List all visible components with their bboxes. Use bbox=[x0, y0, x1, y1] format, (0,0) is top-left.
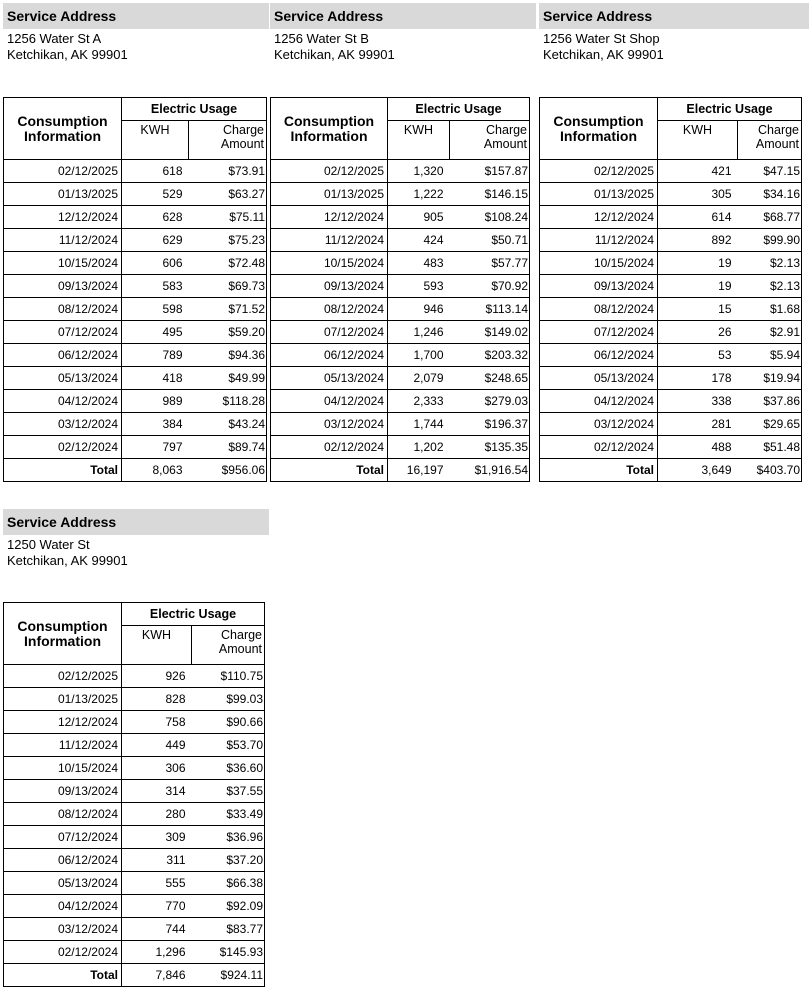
kwh-value: 314 bbox=[122, 780, 192, 803]
table-row bbox=[271, 321, 530, 344]
reading-date: 10/15/2024 bbox=[540, 252, 658, 275]
table-row bbox=[4, 160, 267, 183]
kwh-value: 421 bbox=[658, 160, 738, 183]
kwh-value: 828 bbox=[122, 688, 192, 711]
table-row bbox=[4, 734, 265, 757]
kwh-value: 311 bbox=[122, 849, 192, 872]
service-address bbox=[539, 31, 809, 63]
table-row bbox=[271, 344, 530, 367]
charge-amount-value: $5.94 bbox=[738, 344, 802, 367]
total-kwh: 8,063 bbox=[122, 459, 189, 482]
charge-amount-value: $49.99 bbox=[189, 367, 267, 390]
table-row bbox=[271, 390, 530, 413]
service-address-header: Service Address bbox=[539, 3, 809, 29]
kwh-value: 305 bbox=[658, 183, 738, 206]
reading-date: 05/13/2024 bbox=[4, 367, 122, 390]
charge-amount-value: $63.27 bbox=[189, 183, 267, 206]
charge-amount-value: $37.20 bbox=[192, 849, 265, 872]
charge-amount-value: $99.03 bbox=[192, 688, 265, 711]
table-row bbox=[4, 252, 267, 275]
table-row bbox=[540, 298, 802, 321]
table-row bbox=[4, 183, 267, 206]
charge-amount-header: Charge Amount bbox=[738, 121, 802, 160]
address-line-1: 1256 Water St B bbox=[274, 31, 369, 46]
charge-amount-value: $113.14 bbox=[450, 298, 530, 321]
kwh-value: 758 bbox=[122, 711, 192, 734]
kwh-value: 583 bbox=[122, 275, 189, 298]
table-row bbox=[540, 436, 802, 459]
reading-date: 09/13/2024 bbox=[540, 275, 658, 298]
service-address bbox=[3, 537, 269, 569]
service-account-block bbox=[3, 509, 269, 982]
charge-amount-value: $2.91 bbox=[738, 321, 802, 344]
service-address bbox=[3, 31, 269, 63]
table-row bbox=[271, 436, 530, 459]
reading-date: 02/12/2024 bbox=[4, 436, 122, 459]
charge-amount-header: Charge Amount bbox=[192, 626, 265, 665]
reading-date: 11/12/2024 bbox=[4, 229, 122, 252]
charge-amount-value: $75.11 bbox=[189, 206, 267, 229]
total-amount: $403.70 bbox=[738, 459, 802, 482]
reading-date: 12/12/2024 bbox=[4, 711, 122, 734]
reading-date: 12/12/2024 bbox=[4, 206, 122, 229]
table-row bbox=[4, 413, 267, 436]
total-label: Total bbox=[271, 459, 388, 482]
reading-date: 11/12/2024 bbox=[540, 229, 658, 252]
kwh-value: 483 bbox=[388, 252, 450, 275]
table-row bbox=[4, 206, 267, 229]
reading-date: 07/12/2024 bbox=[4, 321, 122, 344]
reading-date: 02/12/2024 bbox=[271, 436, 388, 459]
kwh-value: 338 bbox=[658, 390, 738, 413]
charge-amount-value: $108.24 bbox=[450, 206, 530, 229]
charge-amount-value: $33.49 bbox=[192, 803, 265, 826]
kwh-value: 280 bbox=[122, 803, 192, 826]
table-row bbox=[4, 711, 265, 734]
kwh-value: 789 bbox=[122, 344, 189, 367]
charge-amount-value: $72.48 bbox=[189, 252, 267, 275]
kwh-value: 1,744 bbox=[388, 413, 450, 436]
reading-date: 10/15/2024 bbox=[4, 252, 122, 275]
reading-date: 05/13/2024 bbox=[4, 872, 122, 895]
charge-amount-value: $145.93 bbox=[192, 941, 265, 964]
kwh-value: 989 bbox=[122, 390, 189, 413]
address-line-2: Ketchikan, AK 99901 bbox=[543, 47, 664, 62]
charge-amount-value: $43.24 bbox=[189, 413, 267, 436]
kwh-value: 797 bbox=[122, 436, 189, 459]
consumption-table bbox=[539, 97, 802, 482]
consumption-information-header: Consumption Information bbox=[271, 98, 388, 160]
table-row bbox=[540, 344, 802, 367]
charge-amount-value: $2.13 bbox=[738, 275, 802, 298]
total-row bbox=[271, 459, 530, 482]
service-account-block bbox=[539, 3, 809, 477]
kwh-value: 770 bbox=[122, 895, 192, 918]
electric-usage-header: Electric Usage bbox=[122, 603, 265, 626]
total-row bbox=[540, 459, 802, 482]
reading-date: 08/12/2024 bbox=[271, 298, 388, 321]
reading-date: 02/12/2024 bbox=[540, 436, 658, 459]
charge-amount-value: $248.65 bbox=[450, 367, 530, 390]
charge-amount-value: $99.90 bbox=[738, 229, 802, 252]
reading-date: 03/12/2024 bbox=[540, 413, 658, 436]
kwh-value: 19 bbox=[658, 275, 738, 298]
charge-amount-value: $50.71 bbox=[450, 229, 530, 252]
reading-date: 06/12/2024 bbox=[4, 344, 122, 367]
kwh-value: 1,320 bbox=[388, 160, 450, 183]
charge-amount-value: $110.75 bbox=[192, 665, 265, 688]
total-label: Total bbox=[4, 459, 122, 482]
table-row bbox=[540, 275, 802, 298]
reading-date: 08/12/2024 bbox=[540, 298, 658, 321]
kwh-value: 628 bbox=[122, 206, 189, 229]
table-row bbox=[271, 183, 530, 206]
table-row bbox=[4, 895, 265, 918]
table-row bbox=[4, 321, 267, 344]
kwh-value: 53 bbox=[658, 344, 738, 367]
charge-amount-value: $34.16 bbox=[738, 183, 802, 206]
kwh-value: 1,700 bbox=[388, 344, 450, 367]
charge-amount-value: $92.09 bbox=[192, 895, 265, 918]
charge-amount-value: $149.02 bbox=[450, 321, 530, 344]
kwh-value: 618 bbox=[122, 160, 189, 183]
reading-date: 04/12/2024 bbox=[540, 390, 658, 413]
charge-amount-value: $37.86 bbox=[738, 390, 802, 413]
table-row bbox=[540, 206, 802, 229]
electric-usage-header: Electric Usage bbox=[388, 98, 530, 121]
reading-date: 06/12/2024 bbox=[4, 849, 122, 872]
service-account-block bbox=[270, 3, 536, 477]
reading-date: 07/12/2024 bbox=[540, 321, 658, 344]
reading-date: 05/13/2024 bbox=[540, 367, 658, 390]
total-amount: $1,916.54 bbox=[450, 459, 530, 482]
consumption-table bbox=[3, 97, 267, 482]
charge-amount-value: $51.48 bbox=[738, 436, 802, 459]
reading-date: 07/12/2024 bbox=[271, 321, 388, 344]
table-row bbox=[4, 872, 265, 895]
kwh-value: 598 bbox=[122, 298, 189, 321]
address-line-1: 1250 Water St bbox=[7, 537, 90, 552]
total-label: Total bbox=[540, 459, 658, 482]
table-row bbox=[540, 183, 802, 206]
reading-date: 01/13/2025 bbox=[271, 183, 388, 206]
charge-amount-value: $157.87 bbox=[450, 160, 530, 183]
reading-date: 10/15/2024 bbox=[271, 252, 388, 275]
table-row bbox=[271, 298, 530, 321]
table-row bbox=[4, 298, 267, 321]
table-row bbox=[271, 275, 530, 298]
kwh-value: 418 bbox=[122, 367, 189, 390]
reading-date: 03/12/2024 bbox=[4, 918, 122, 941]
table-row bbox=[540, 390, 802, 413]
kwh-value: 529 bbox=[122, 183, 189, 206]
charge-amount-value: $75.23 bbox=[189, 229, 267, 252]
kwh-value: 1,246 bbox=[388, 321, 450, 344]
charge-amount-value: $47.15 bbox=[738, 160, 802, 183]
table-row bbox=[540, 413, 802, 436]
table-row bbox=[4, 436, 267, 459]
kwh-value: 26 bbox=[658, 321, 738, 344]
consumption-information-header: Consumption Information bbox=[4, 98, 122, 160]
table-row bbox=[4, 367, 267, 390]
charge-amount-value: $70.92 bbox=[450, 275, 530, 298]
reading-date: 09/13/2024 bbox=[4, 780, 122, 803]
kwh-value: 1,202 bbox=[388, 436, 450, 459]
table-row bbox=[4, 275, 267, 298]
reading-date: 01/13/2025 bbox=[540, 183, 658, 206]
table-row bbox=[540, 367, 802, 390]
kwh-value: 309 bbox=[122, 826, 192, 849]
charge-amount-value: $29.65 bbox=[738, 413, 802, 436]
reading-date: 02/12/2025 bbox=[271, 160, 388, 183]
address-line-2: Ketchikan, AK 99901 bbox=[274, 47, 395, 62]
charge-amount-value: $69.73 bbox=[189, 275, 267, 298]
table-row bbox=[540, 160, 802, 183]
charge-amount-value: $203.32 bbox=[450, 344, 530, 367]
address-line-2: Ketchikan, AK 99901 bbox=[7, 553, 128, 568]
consumption-information-header: Consumption Information bbox=[540, 98, 658, 160]
kwh-value: 744 bbox=[122, 918, 192, 941]
kwh-value: 926 bbox=[122, 665, 192, 688]
charge-amount-value: $90.66 bbox=[192, 711, 265, 734]
table-row bbox=[4, 780, 265, 803]
kwh-value: 606 bbox=[122, 252, 189, 275]
consumption-information-header: Consumption Information bbox=[4, 603, 122, 665]
kwh-header: KWH bbox=[122, 626, 192, 665]
table-row bbox=[4, 757, 265, 780]
table-row bbox=[4, 390, 267, 413]
reading-date: 01/13/2025 bbox=[4, 688, 122, 711]
kwh-value: 384 bbox=[122, 413, 189, 436]
kwh-value: 593 bbox=[388, 275, 450, 298]
table-row bbox=[271, 252, 530, 275]
service-address bbox=[270, 31, 536, 63]
reading-date: 02/12/2025 bbox=[4, 160, 122, 183]
charge-amount-value: $196.37 bbox=[450, 413, 530, 436]
reading-date: 08/12/2024 bbox=[4, 803, 122, 826]
charge-amount-value: $73.91 bbox=[189, 160, 267, 183]
total-kwh: 3,649 bbox=[658, 459, 738, 482]
kwh-value: 2,079 bbox=[388, 367, 450, 390]
kwh-value: 178 bbox=[658, 367, 738, 390]
address-line-2: Ketchikan, AK 99901 bbox=[7, 47, 128, 62]
table-row bbox=[540, 321, 802, 344]
charge-amount-value: $2.13 bbox=[738, 252, 802, 275]
charge-amount-value: $36.96 bbox=[192, 826, 265, 849]
charge-amount-value: $1.68 bbox=[738, 298, 802, 321]
reading-date: 06/12/2024 bbox=[540, 344, 658, 367]
kwh-value: 892 bbox=[658, 229, 738, 252]
table-row bbox=[271, 413, 530, 436]
address-line-1: 1256 Water St A bbox=[7, 31, 102, 46]
charge-amount-value: $53.70 bbox=[192, 734, 265, 757]
charge-amount-value: $71.52 bbox=[189, 298, 267, 321]
reading-date: 02/12/2025 bbox=[540, 160, 658, 183]
charge-amount-header: Charge Amount bbox=[450, 121, 530, 160]
charge-amount-value: $36.60 bbox=[192, 757, 265, 780]
service-address-header: Service Address bbox=[270, 3, 536, 29]
electric-usage-header: Electric Usage bbox=[122, 98, 267, 121]
charge-amount-value: $118.28 bbox=[189, 390, 267, 413]
kwh-value: 495 bbox=[122, 321, 189, 344]
table-row bbox=[4, 229, 267, 252]
table-row bbox=[271, 160, 530, 183]
charge-amount-value: $94.36 bbox=[189, 344, 267, 367]
kwh-value: 2,333 bbox=[388, 390, 450, 413]
kwh-value: 306 bbox=[122, 757, 192, 780]
address-line-1: 1256 Water St Shop bbox=[543, 31, 660, 46]
service-account-block bbox=[3, 3, 269, 477]
total-kwh: 7,846 bbox=[122, 964, 192, 987]
consumption-table bbox=[270, 97, 530, 482]
charge-amount-value: $83.77 bbox=[192, 918, 265, 941]
kwh-value: 614 bbox=[658, 206, 738, 229]
kwh-value: 555 bbox=[122, 872, 192, 895]
table-row bbox=[271, 367, 530, 390]
reading-date: 08/12/2024 bbox=[4, 298, 122, 321]
reading-date: 12/12/2024 bbox=[540, 206, 658, 229]
charge-amount-value: $66.38 bbox=[192, 872, 265, 895]
charge-amount-value: $59.20 bbox=[189, 321, 267, 344]
reading-date: 03/12/2024 bbox=[271, 413, 388, 436]
reading-date: 04/12/2024 bbox=[4, 895, 122, 918]
charge-amount-value: $57.77 bbox=[450, 252, 530, 275]
kwh-value: 946 bbox=[388, 298, 450, 321]
kwh-header: KWH bbox=[388, 121, 450, 160]
reading-date: 07/12/2024 bbox=[4, 826, 122, 849]
kwh-value: 15 bbox=[658, 298, 738, 321]
reading-date: 05/13/2024 bbox=[271, 367, 388, 390]
kwh-value: 281 bbox=[658, 413, 738, 436]
charge-amount-header: Charge Amount bbox=[189, 121, 267, 160]
reading-date: 12/12/2024 bbox=[271, 206, 388, 229]
table-row bbox=[4, 803, 265, 826]
reading-date: 06/12/2024 bbox=[271, 344, 388, 367]
table-row bbox=[4, 665, 265, 688]
kwh-value: 19 bbox=[658, 252, 738, 275]
kwh-value: 488 bbox=[658, 436, 738, 459]
charge-amount-value: $37.55 bbox=[192, 780, 265, 803]
reading-date: 03/12/2024 bbox=[4, 413, 122, 436]
charge-amount-value: $89.74 bbox=[189, 436, 267, 459]
table-row bbox=[271, 229, 530, 252]
table-row bbox=[540, 229, 802, 252]
kwh-value: 905 bbox=[388, 206, 450, 229]
total-kwh: 16,197 bbox=[388, 459, 450, 482]
charge-amount-value: $146.15 bbox=[450, 183, 530, 206]
charge-amount-value: $68.77 bbox=[738, 206, 802, 229]
table-row bbox=[4, 688, 265, 711]
reading-date: 04/12/2024 bbox=[4, 390, 122, 413]
table-row bbox=[4, 344, 267, 367]
consumption-table bbox=[3, 602, 265, 987]
reading-date: 02/12/2024 bbox=[4, 941, 122, 964]
electric-usage-header: Electric Usage bbox=[658, 98, 802, 121]
reading-date: 10/15/2024 bbox=[4, 757, 122, 780]
kwh-value: 1,296 bbox=[122, 941, 192, 964]
total-row bbox=[4, 459, 267, 482]
reading-date: 09/13/2024 bbox=[271, 275, 388, 298]
table-row bbox=[4, 826, 265, 849]
table-row bbox=[540, 252, 802, 275]
total-amount: $956.06 bbox=[189, 459, 267, 482]
charge-amount-value: $135.35 bbox=[450, 436, 530, 459]
kwh-value: 449 bbox=[122, 734, 192, 757]
table-row bbox=[4, 918, 265, 941]
table-row bbox=[4, 849, 265, 872]
total-label: Total bbox=[4, 964, 122, 987]
reading-date: 02/12/2025 bbox=[4, 665, 122, 688]
charge-amount-value: $19.94 bbox=[738, 367, 802, 390]
reading-date: 09/13/2024 bbox=[4, 275, 122, 298]
table-row bbox=[4, 941, 265, 964]
reading-date: 11/12/2024 bbox=[271, 229, 388, 252]
service-address-header: Service Address bbox=[3, 509, 269, 535]
total-row bbox=[4, 964, 265, 987]
charge-amount-value: $279.03 bbox=[450, 390, 530, 413]
kwh-value: 424 bbox=[388, 229, 450, 252]
reading-date: 04/12/2024 bbox=[271, 390, 388, 413]
reading-date: 01/13/2025 bbox=[4, 183, 122, 206]
kwh-value: 629 bbox=[122, 229, 189, 252]
kwh-header: KWH bbox=[658, 121, 738, 160]
service-address-header: Service Address bbox=[3, 3, 269, 29]
total-amount: $924.11 bbox=[192, 964, 265, 987]
table-row bbox=[271, 206, 530, 229]
kwh-value: 1,222 bbox=[388, 183, 450, 206]
reading-date: 11/12/2024 bbox=[4, 734, 122, 757]
kwh-header: KWH bbox=[122, 121, 189, 160]
